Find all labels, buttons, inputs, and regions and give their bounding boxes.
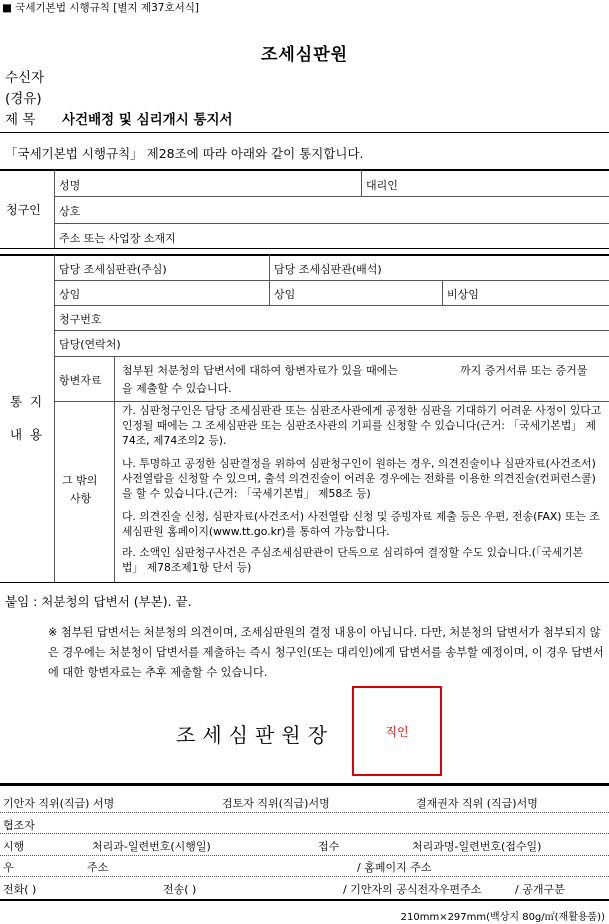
enforcement-label: 시행 (3, 840, 25, 853)
subject-text: 사건배정 및 심리개시 통지서 (62, 112, 233, 128)
other-item-na: 나. 투명하고 공정한 심판결정을 위하여 심판청구인이 원하는 경우, 의견진술이나 심판자료(사건조서) 사전열람을 신청할 수 있으며, 출석 의견진술이 어려운 경우에는 전화를 이용한 의견진술(컨퍼런스콜)을 할 수 있습니다.(근거: 「국세기본법」 제58조 등) (122, 457, 596, 500)
contact-label: 담당(연락처) (59, 338, 121, 351)
receipt-process-no: 처리과명-일련번호(접수일) (412, 840, 542, 853)
claimant-section-label: 청구인 (6, 203, 41, 217)
agency-title: 조세심판원 (260, 45, 349, 65)
rebuttal-text-3: 을 제출할 수 있습니다. (122, 382, 232, 395)
via-label: (경유) (5, 91, 42, 107)
receipt-label: 접수 (318, 840, 340, 853)
notice-section-label-2: 내 용 (10, 427, 45, 442)
drafter-label: 기안자 직위(직급) 서명 (3, 797, 115, 810)
fax-label: 전송( ) (163, 883, 197, 896)
subject-label: 제 목 (5, 112, 36, 128)
intro-text: 「국세기본법 시행규칙」 제28조에 따라 아래와 같이 통지합니다. (5, 146, 364, 161)
approver-label: 결재권자 직위 (직급)서명 (416, 797, 538, 810)
reviewer-label: 검토자 직위(직급)서명 (222, 797, 330, 810)
note-text: ※ 첨부된 답변서는 처분청의 의견이며, 조세심판원의 결정 내용이 아닙니다. 다만, 처분청의 답변서가 첨부되지 않은 경우에는 처분청이 답변서를 제출하는 즉시 청구인(또는 대리인)에게 답변서를 송부할 예정이며, 이 경우 답변서에 대한 항변자료는 추후 제출할 수 있습니다. (48, 626, 604, 679)
examiner-main-label: 담당 조세심판관(주심) (59, 263, 167, 276)
agent-label: 대리인 (366, 179, 398, 192)
enforcement-process-no: 처리과-일련번호(시행일) (92, 840, 211, 853)
post-label: 우 (3, 861, 14, 874)
official-seal (352, 686, 442, 776)
phone-label: 전화( ) (3, 883, 37, 896)
standing-label: 상임 (59, 288, 81, 301)
disclosure-label: / 공개구분 (515, 883, 565, 896)
homepage-label: / 홈페이지 주소 (357, 861, 432, 874)
address-label-footer: 주소 (87, 861, 109, 874)
other-item-ga: 가. 심판청구인은 담당 조세심판관 또는 심판조사관에게 공정한 심판을 기대하기 어려운 사정이 있다고 인정될 때에는 그 조세심판관 또는 심판조사관의 기피를 신청할 수 있습니다(근거: 「국세기본법」 제74조, 제74조의2 등). (122, 404, 602, 447)
recipient-label: 수신자 (5, 70, 45, 86)
other-item-da: 다. 의견진술 신청, 심판자료(사건조서) 사전열람 신청 및 증빙자료 제출 등은 우편, 전송(FAX) 또는 조세심판원 홈페이지(www.tt.go.kr)를 통하여 가능합니다. (122, 510, 600, 538)
cooperator-label: 협조자 (3, 819, 35, 832)
paper-spec: 210mm×297mm(백상지 80g/㎡(재활용품)) (400, 912, 605, 923)
form-number: ■ 국세기본법 시행규칙 [별지 제37호서식] (2, 2, 199, 14)
other-label-2: 사항 (70, 492, 92, 505)
claim-no-label: 청구번호 (59, 313, 102, 326)
signer-name: 조세심판원장 (176, 723, 334, 747)
company-label: 상호 (59, 205, 81, 218)
other-label-1: 그 밖의 (62, 474, 98, 487)
rebuttal-text-1: 첨부된 처분청의 답변서에 대하여 항변자료가 있을 때에는 (122, 364, 399, 377)
rebuttal-text-2: 까지 증거서류 또는 증거물 (460, 364, 588, 377)
examiner-assoc-label: 담당 조세심판관(배석) (274, 263, 382, 276)
seal-text: 직인 (385, 724, 409, 739)
nonstanding-label: 비상임 (447, 288, 479, 301)
email-label: / 기안자의 공식전자우편주소 (343, 883, 482, 896)
standing-label-2: 상임 (274, 288, 296, 301)
name-label: 성명 (59, 179, 81, 192)
attachment-text: 붙임 : 처분청의 답변서 (부본). 끝. (5, 594, 192, 609)
notice-section-label-1: 통 지 (10, 394, 45, 409)
other-item-ra: 라. 소액인 심판청구사건은 주심조세심판관이 단독으로 심리하여 결정할 수도 있습니다.(「국세기본법」 제78조제1항 단서 등) (122, 546, 584, 574)
rebuttal-label: 항변자료 (59, 374, 102, 387)
address-label: 주소 또는 사업장 소재지 (59, 232, 176, 245)
